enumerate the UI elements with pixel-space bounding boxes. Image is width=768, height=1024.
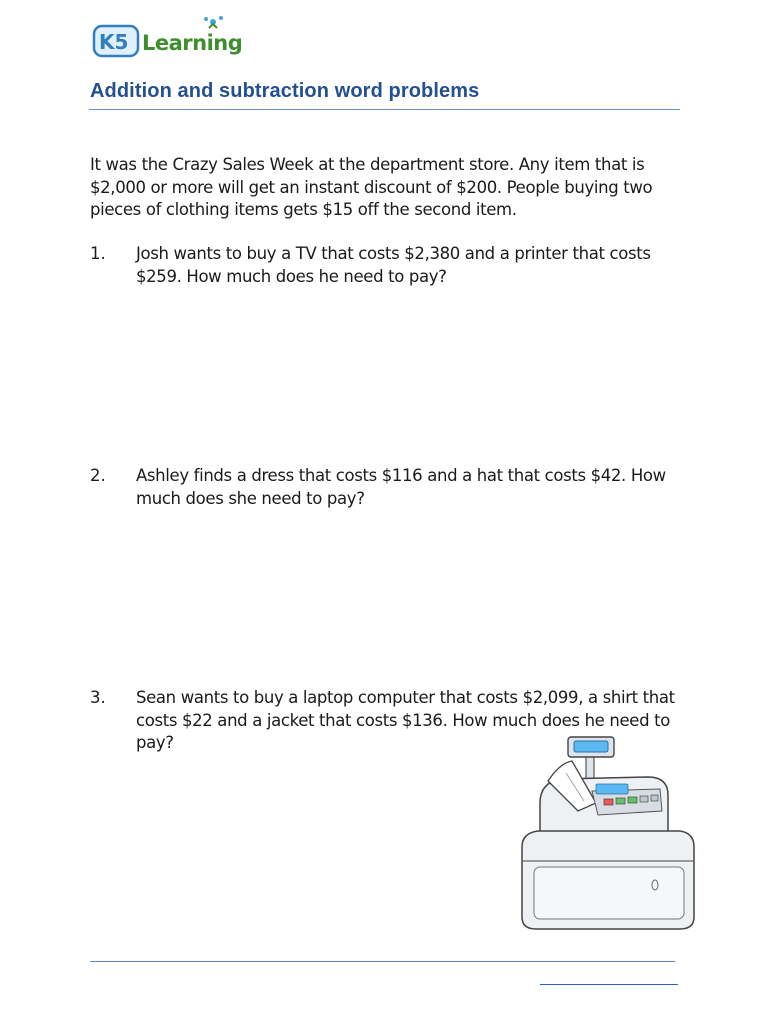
- problem-number: 2.: [90, 466, 106, 485]
- cash-register-icon: [508, 733, 704, 933]
- problem-text: Ashley finds a dress that costs $116 and a hat that costs $42. How much does she need to pay?: [136, 466, 666, 508]
- intro-paragraph: It was the Crazy Sales Week at the department store. Any item that is $2,000 or more will get an instant discount of $200. People buying two pieces of clothing items gets $15 off the second item.: [90, 155, 653, 219]
- svg-text:K5: K5: [99, 30, 129, 54]
- problem-text: Josh wants to buy a TV that costs $2,380 and a printer that costs $259. How much does he need to pay?: [136, 244, 651, 286]
- k5-learning-logo[interactable]: [92, 14, 257, 62]
- problem-text: Sean wants to buy a laptop computer that costs $2,099, a shirt that costs $22 and a jacket that costs $136. How much does he need to pay?: [136, 688, 675, 752]
- page-title: Addition and subtraction word problems: [90, 80, 480, 102]
- problem-number: 3.: [90, 688, 106, 707]
- svg-text:Learning: Learning: [142, 31, 243, 55]
- footer-divider: [90, 961, 675, 962]
- footer-link[interactable]: [540, 984, 678, 985]
- problem-number: 1.: [90, 244, 106, 263]
- title-divider: [89, 109, 680, 110]
